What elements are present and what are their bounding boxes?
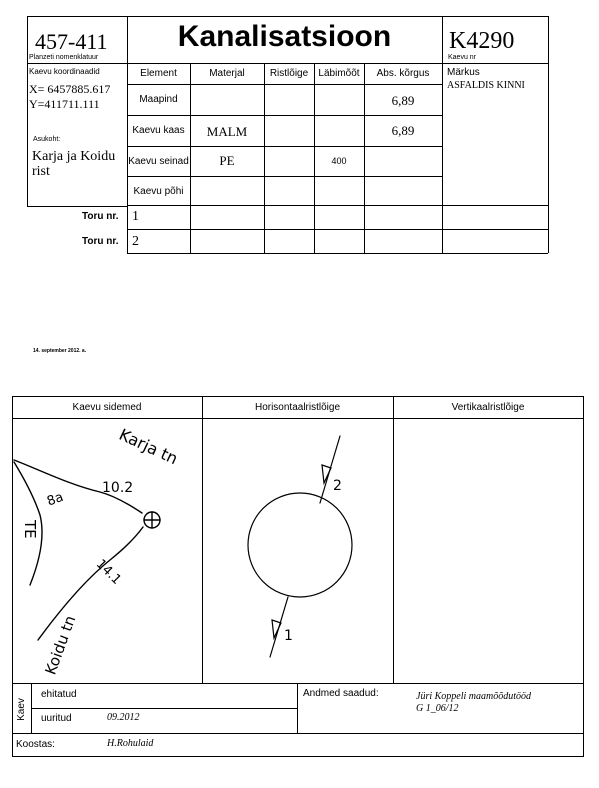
side-label: Kaev — [15, 698, 27, 721]
location-value: Karja ja Koidu rist — [32, 149, 116, 179]
pipe-value: 1 — [132, 209, 139, 224]
surveyed-value: 09.2012 — [107, 712, 140, 723]
pipe-label: Toru nr. — [82, 211, 119, 222]
remarks-value: ASFALDIS KINNI — [447, 80, 525, 91]
column-header-diameter: Läbimõõt — [318, 68, 360, 79]
row-element-label: Kaevu seinad — [128, 156, 189, 167]
column-header-abs-height: Abs. kõrgus — [376, 68, 430, 79]
nomenclature-number: 457-411 — [35, 29, 108, 54]
built-label: ehitatud — [41, 689, 77, 700]
date-line: 14. september 2012. a. — [33, 348, 87, 354]
sketch-distance-upper: 10.2 — [102, 480, 134, 496]
pipe-value: 2 — [132, 234, 139, 249]
row-material: MALM — [206, 124, 248, 139]
connections-sketch — [13, 419, 202, 683]
surveyed-label: uuritud — [41, 713, 72, 724]
section-header-vertical: Vertikaalristlõige — [451, 402, 525, 413]
well-outline — [248, 493, 352, 597]
pipe-label: Toru nr. — [82, 236, 119, 247]
sketch-distance-lower: 14.1 — [92, 556, 124, 588]
column-header-material: Materjal — [209, 68, 245, 79]
compiled-value: H.Rohulaid — [107, 738, 154, 749]
sketch-distance-left: 8a — [45, 489, 66, 510]
compiled-label: Koostas: — [16, 739, 55, 750]
remarks-label: Märkus — [447, 67, 480, 78]
sketch-pipe-2-label: 2 — [333, 478, 342, 494]
coordinates-label: Kaevu koordinaadid — [29, 67, 100, 76]
row-element-label: Kaevu põhi — [133, 186, 184, 197]
column-header-cross-section: Ristlõige — [269, 68, 309, 79]
row-material: PE — [219, 153, 235, 168]
nomenclature-label: Planzeti nomenklatuur — [29, 54, 99, 61]
row-abs-height: 6,89 — [391, 123, 415, 138]
data-from-line2: G 1_06/12 — [416, 703, 459, 714]
data-from-label: Andmed saadud: — [303, 688, 379, 699]
well-number-label: Kaevu nr — [448, 54, 477, 61]
row-element-label: Kaevu kaas — [132, 125, 185, 136]
sketch-street-te: TE — [21, 520, 39, 539]
coordinate-x: X= 6457885.617 — [29, 82, 111, 96]
coordinate-y: Y=411711.111 — [29, 97, 100, 111]
section-header-connections: Kaevu sidemed — [72, 402, 142, 413]
location-label: Asukoht: — [33, 136, 61, 143]
data-from-line1: Jüri Koppeli maamõõdutööd — [416, 691, 531, 702]
sketch-pipe-1-label: 1 — [284, 628, 293, 644]
section-header-horizontal: Horisontaalristlõige — [254, 402, 341, 413]
sketch-street-karja: Karja tn — [116, 424, 181, 469]
row-element-label: Maapind — [139, 94, 178, 105]
sketch-street-koidu: Koidu tn — [41, 613, 80, 678]
column-header-element: Element — [140, 68, 177, 79]
well-number: K4290 — [449, 28, 515, 54]
page-title: Kanalisatsioon — [177, 20, 392, 53]
row-diameter: 400 — [331, 156, 347, 166]
horizontal-section-sketch — [203, 419, 393, 683]
street-edge-lower — [38, 527, 143, 640]
row-abs-height: 6,89 — [391, 93, 415, 108]
